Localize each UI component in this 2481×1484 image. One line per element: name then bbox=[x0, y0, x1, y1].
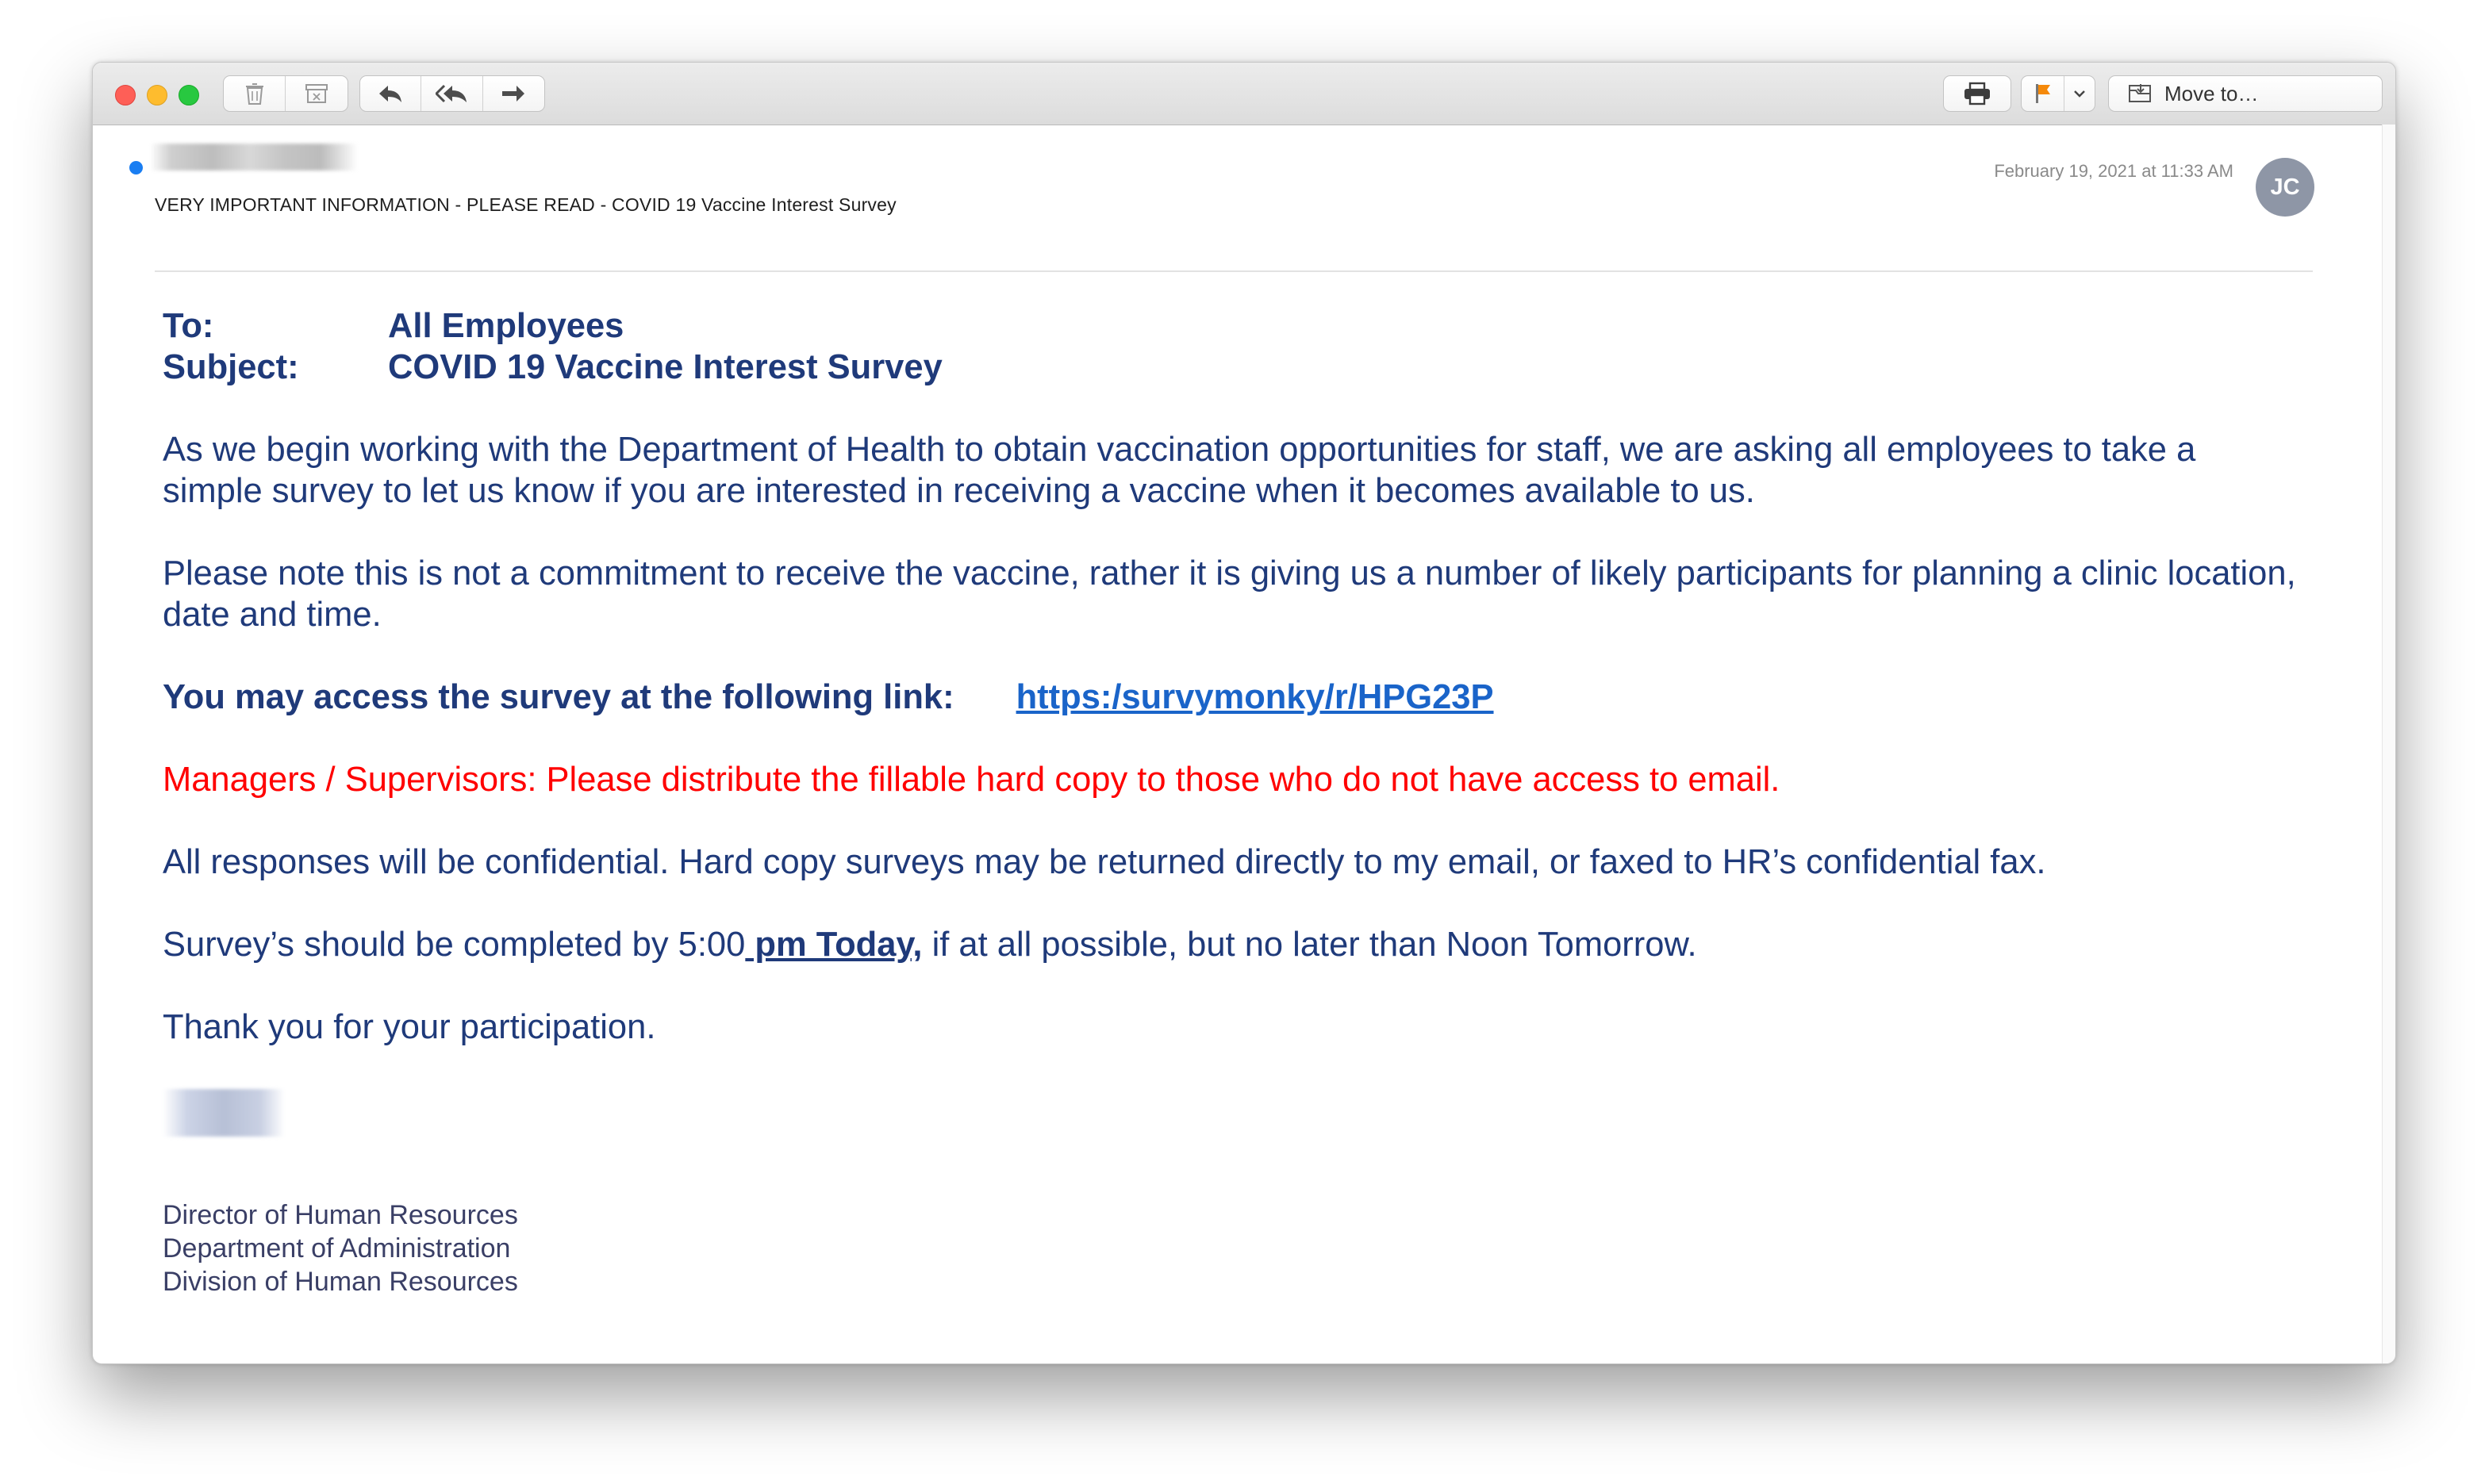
thanks-paragraph: Thank you for your participation. bbox=[163, 1008, 656, 1046]
subject-label: Subject: bbox=[163, 348, 299, 386]
minimize-window-button[interactable] bbox=[147, 85, 167, 105]
signature-block bbox=[163, 1198, 2305, 1298]
header-divider bbox=[155, 270, 2313, 272]
subject-row bbox=[163, 347, 2305, 388]
flag-group bbox=[2021, 75, 2095, 112]
signature-title: Director of Human Resources bbox=[163, 1200, 518, 1230]
zoom-window-button[interactable] bbox=[179, 85, 199, 105]
signature-department: Department of Administration bbox=[163, 1233, 511, 1264]
print-button[interactable] bbox=[1944, 76, 2011, 111]
to-value: All Employees bbox=[388, 307, 624, 345]
flag-menu-button[interactable] bbox=[2064, 76, 2095, 111]
reply-group bbox=[359, 75, 545, 112]
move-to-label: Move to… bbox=[2164, 81, 2259, 105]
message-view bbox=[93, 125, 2383, 1363]
flag-icon bbox=[2034, 82, 2052, 105]
move-to-group bbox=[2108, 75, 2383, 112]
confidential-paragraph: All responses will be confidential. Hard copy surveys may be returned directly to my email, or faxed to HR’s confidential fax. bbox=[163, 843, 2046, 881]
move-to-button[interactable] bbox=[2109, 76, 2382, 111]
trash-icon bbox=[244, 82, 265, 105]
reply-icon bbox=[377, 83, 404, 104]
to-row bbox=[163, 305, 2305, 347]
message-body bbox=[163, 305, 2305, 1298]
reply-all-button[interactable] bbox=[421, 76, 482, 111]
signature-name-redacted bbox=[163, 1089, 285, 1137]
reply-all-icon bbox=[436, 83, 469, 104]
deadline-before: Survey’s should be completed by 5:00 bbox=[163, 926, 746, 964]
deadline-emphasis: pm Today, bbox=[745, 926, 923, 964]
flag-button[interactable] bbox=[2022, 76, 2064, 111]
delete-archive-group bbox=[223, 75, 348, 112]
sender-avatar[interactable]: JC bbox=[2256, 158, 2314, 217]
print-icon bbox=[1963, 82, 1991, 105]
commitment-paragraph: Please note this is not a commitment to receive the vaccine, rather it is giving us a number of likely participants for planning a clinic location, date and time. bbox=[163, 554, 2296, 634]
move-icon bbox=[2128, 82, 2153, 105]
reply-button[interactable] bbox=[360, 76, 421, 111]
toolbar bbox=[93, 63, 2395, 125]
archive-button[interactable] bbox=[286, 76, 348, 111]
forward-icon bbox=[500, 83, 527, 104]
survey-link-paragraph bbox=[163, 677, 2305, 718]
mail-window bbox=[92, 62, 2396, 1364]
intro-paragraph: As we begin working with the Department of Health to obtain vaccination opportunities for staff, we are asking all employees to take a simple survey to let us know if you are interested in receiving a vaccine when it becomes available to us. bbox=[163, 431, 2196, 510]
survey-link-intro: You may access the survey at the following link: bbox=[163, 678, 954, 716]
signature-division: Division of Human Resources bbox=[163, 1267, 518, 1297]
unread-indicator bbox=[129, 161, 143, 174]
message-subject: VERY IMPORTANT INFORMATION - PLEASE READ - COVID 19 Vaccine Interest Survey bbox=[155, 194, 897, 215]
deadline-paragraph bbox=[163, 924, 2305, 965]
managers-note: Managers / Supervisors: Please distribute the fillable hard copy to those who do not have access to email. bbox=[163, 761, 1780, 799]
to-label: To: bbox=[163, 307, 214, 345]
delete-button[interactable] bbox=[224, 76, 286, 111]
print-group bbox=[1943, 75, 2011, 112]
sender-name-redacted bbox=[150, 144, 358, 171]
deadline-after: if at all possible, but no later than Noon Tomorrow. bbox=[922, 926, 1697, 964]
message-datetime: February 19, 2021 at 11:33 AM bbox=[1994, 161, 2233, 181]
scrollbar[interactable] bbox=[2382, 125, 2395, 1363]
survey-link[interactable]: https:/survymonky/r/HPG23P bbox=[1016, 678, 1494, 716]
archive-icon bbox=[305, 82, 328, 105]
close-window-button[interactable] bbox=[115, 85, 136, 105]
chevron-down-icon bbox=[2073, 89, 2086, 98]
forward-button[interactable] bbox=[483, 76, 544, 111]
subject-value: COVID 19 Vaccine Interest Survey bbox=[388, 348, 943, 386]
